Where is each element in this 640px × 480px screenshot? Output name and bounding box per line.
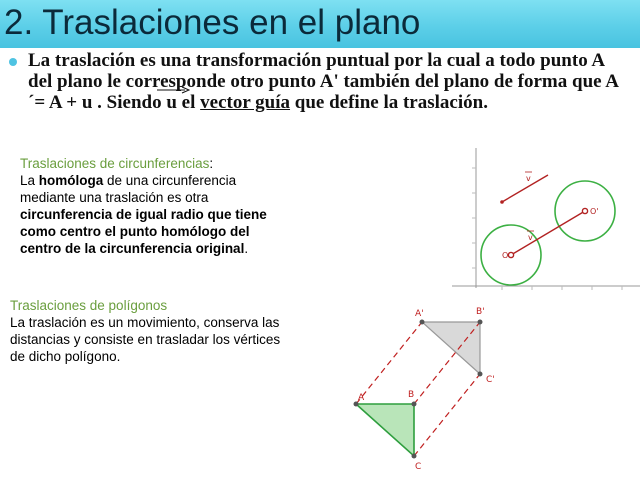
translation-line-c: [414, 374, 480, 456]
circles-heading: Traslaciones de circunferencias: [20, 156, 210, 171]
vertex-c: [412, 454, 417, 459]
polygons-heading: Traslaciones de polígonos: [10, 298, 168, 313]
circles-text-homologa: homóloga: [38, 173, 104, 188]
definition-text-2: el: [176, 92, 201, 113]
guide-vector-start: [500, 200, 504, 204]
center-label: O: [502, 251, 509, 260]
label-b-prime: B': [476, 307, 485, 317]
circles-text-1: La: [20, 173, 39, 188]
polygon-translation-figure: [352, 304, 508, 480]
circles-text-3: de una circunferencia mediante una traslación es otra: [20, 173, 237, 205]
definition-text-3: que define la traslación: [290, 92, 484, 113]
label-b: B: [408, 390, 415, 400]
vector-label-mid: v: [528, 233, 533, 242]
polygons-section: [10, 297, 285, 365]
vector-arrow-icon: [156, 86, 190, 94]
vector-u-letter: u: [166, 92, 177, 113]
vector-u-symbol: [166, 92, 177, 113]
label-c: C: [415, 462, 422, 472]
original-triangle: [356, 404, 414, 456]
translated-triangle: [422, 322, 480, 374]
label-a: A: [358, 393, 365, 403]
label-c-prime: C': [486, 375, 495, 385]
definition-end: .: [483, 92, 488, 113]
definition-text: La traslación es una transformación puntual por la cual a todo punto A del plano le corresponde otro punto A' también del plano de forma que A´= A + u . Siendo: [28, 50, 619, 113]
circles-text-end: .: [244, 241, 249, 256]
vertex-b-prime: [478, 320, 483, 325]
center-image-label: O': [590, 207, 599, 216]
definition-bullet: [28, 50, 628, 113]
circles-heading-colon: :: [209, 156, 214, 171]
label-a-prime: A': [415, 309, 424, 319]
polygons-body: La traslación es un movimiento, conserva las distancias y consiste en trasladar los vértices de dicho polígono.: [10, 315, 281, 364]
vector-label-top: v: [526, 174, 531, 183]
slide-title: 2. Traslaciones en el plano: [4, 3, 421, 42]
vertex-b: [412, 402, 417, 407]
circles-text-bold: circunferencia de igual radio que tiene como centro el punto homólogo del centro de la circunferencia original: [20, 207, 267, 256]
title-bar: [0, 0, 640, 48]
circles-section: [20, 155, 290, 257]
center-translation-vector: [511, 211, 585, 255]
vertex-a-prime: [420, 320, 425, 325]
center-o: [508, 252, 513, 257]
bullet-dot: [9, 58, 17, 66]
vertex-c-prime: [478, 372, 483, 377]
guide-vector: [502, 175, 548, 202]
center-o-prime: [582, 208, 587, 213]
circle-translation-figure: [452, 148, 640, 298]
vector-guia-link[interactable]: vector guía: [200, 92, 291, 113]
